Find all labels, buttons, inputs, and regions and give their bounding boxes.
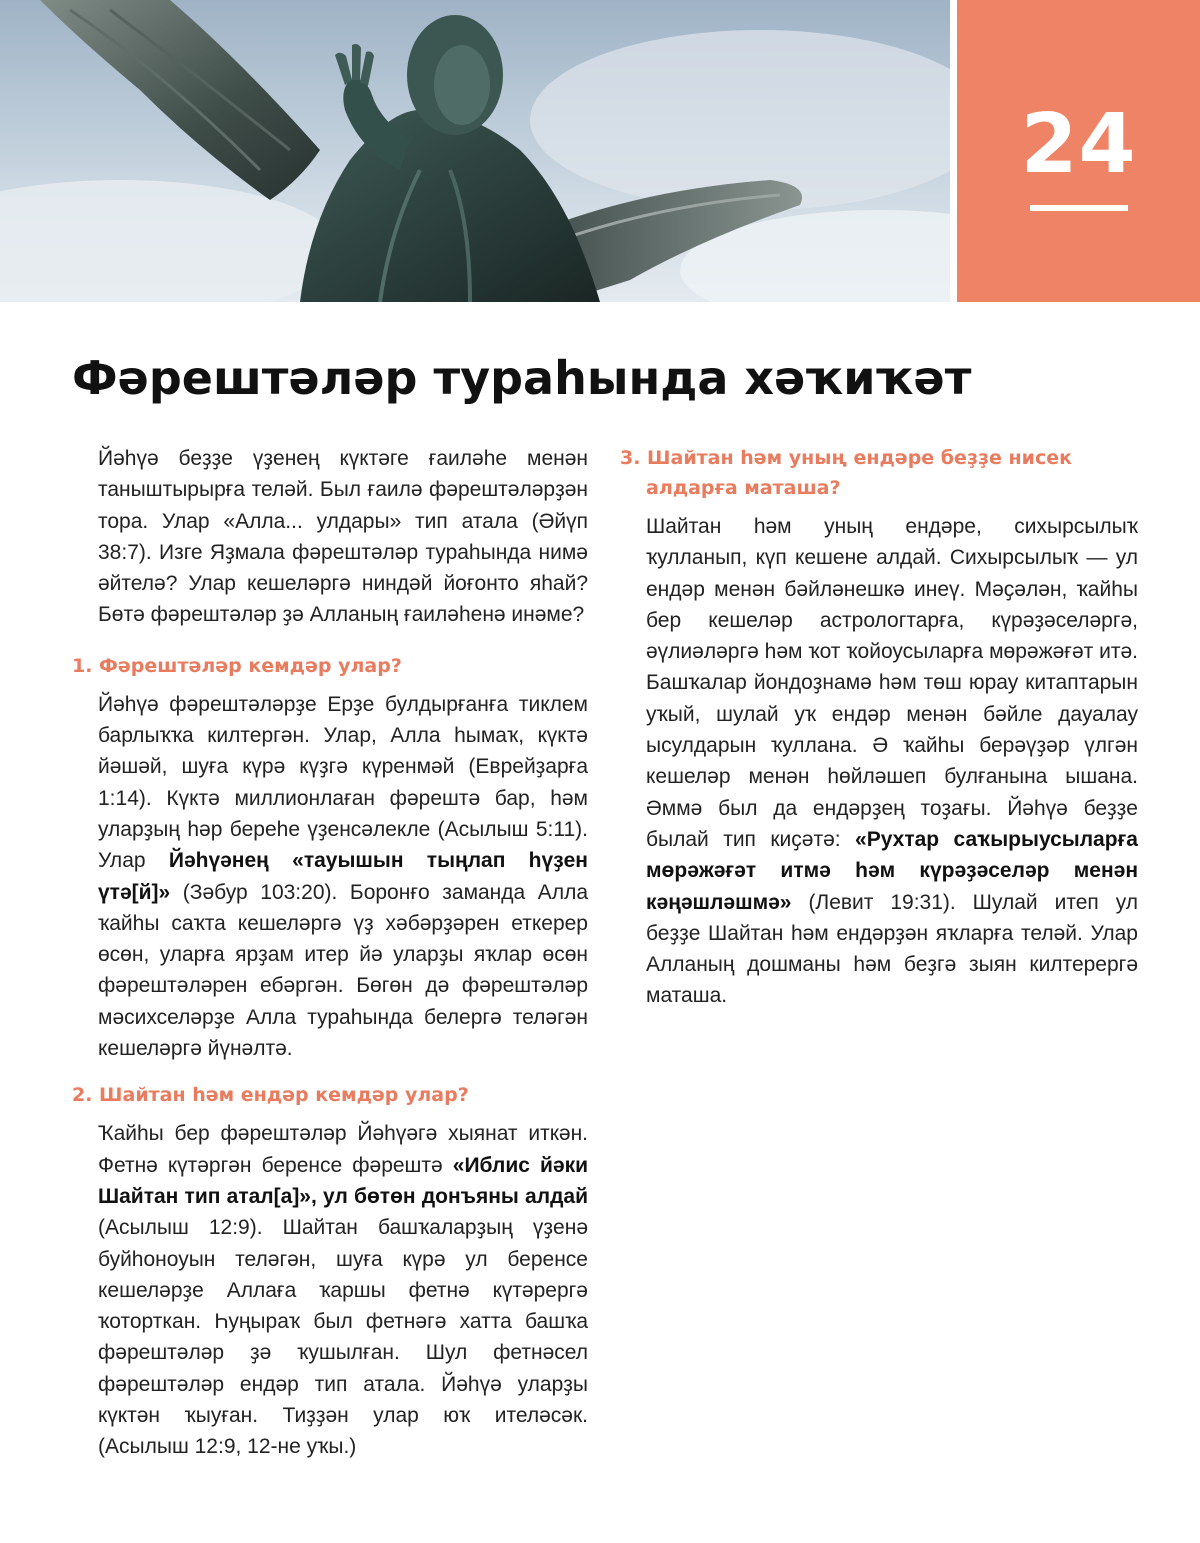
section-heading-2: 2. Шайтан һәм ендәр кемдәр улар? (72, 1084, 469, 1107)
angel-statue-image (0, 0, 950, 302)
section-text: Шайтан һәм уның ендәре, сихырсылыҡ ҡулланып, күп кешене алдай. Сихырсылыҡ — ул ендәр менән бәйләнешкә инеү. Мәҫәлән, ҡайһы бер кешеләр астрологтарға, күрәҙәселәргә, әүлиәләргә һәм ҡот ҡойоусыларға мөрәжәғәт итә. Башҡалар йондоҙнамә һәм төш юрау китаптарын уҡый, шулай уҡ ендәр менән бәйле дауалау ысулдарын ҡуллана. Ә ҡайһы берәүҙәр үлгән кешеләр менән һөйләшеп булғанына ышана. Әммә был да ендәрҙең тоҙағы. Йәһүә беҙҙе былай тип киҫәтә: (646, 515, 1138, 851)
header-photo (0, 0, 950, 302)
left-column (72, 443, 588, 1463)
section-text: Йәһүә фәрештәләрҙе Ерҙе булдырғанға тиклем барлыҡҡа килтергән. Улар, Алла һымаҡ, күктә йәшәй, шуға күрә күҙгә күренмәй (Еврейҙарға 1:14). Күктә миллионлаған фәрештә бар, һәм уларҙың һәр береһе үҙенсәлекле (Асылыш 5:11). Улар (98, 692, 588, 873)
section-text: (Асылыш 12:9). Шайтан башҡаларҙың үҙенә буйһоноуын теләгән, шуға күрә ул беренсе кешеләрҙе Аллаға ҡаршы фетнә күтәрергә ҡоторткан. Һуңыраҡ был фетнәгә хатта башҡа фәрештәләр ҙә ҡушылған. Шул фетнәсел фәрештәләр ендәр тип атала. Йәһүә уларҙы күктән ҡыуған. Тиҙҙән улар юҡ ителәсәк. (Асылыш 12:9, 12-не уҡы.) (98, 1216, 588, 1459)
lesson-badge (957, 0, 1200, 302)
scripture-quote: «Рухтар саҡырыусыларға мөрәжәғәт итмә һәм күрәҙәселәр менән кәңәшләшмә» (646, 827, 1138, 914)
scripture-quote: Йәһүәнең «тауышын тыңлап һүҙен үтә[й]» (98, 849, 588, 904)
section-body-2 (72, 1118, 588, 1462)
section-text: Ҡайһы бер фәрештәләр Йәһүәгә хыянат иткән. Фетнә күтәргән беренсе фәрештә (98, 1122, 588, 1177)
section-text: (Зәбур 103:20). Боронғо заманда Алла ҡайһы саҡта кешеләргә үҙ хәбәрҙәрен еткерер өсөн, уларға ярҙам итер йә уларҙы яҡлар өсөн фәрештәләрен ебәргән. Бөгөн дә фәрештәләр мәсихселәрҙе Алла тураһында белергә теләгән кешеләргә йүнәлтә. (98, 880, 588, 1061)
lesson-number: 24 (1020, 97, 1137, 192)
intro-paragraph: Йәһүә беҙҙе үҙенең күктәге ғаиләһе менән таныштырырға теләй. Был ғаилә фәрештәләрҙән тора. Улар «Алла... улдары» тип атала (Әйүп 38:7). Изге Яҙмала фәрештәләр тураһында нимә әйтелә? Улар кешеләргә ниндәй йоғонто яһай? Бөтә фәрештәләр ҙә Алланың ғаиләһенә инәме? (98, 447, 588, 627)
section-heading-1: 1. Фәрештәләр кемдәр улар? (72, 654, 402, 677)
section-text: (Левит 19:31). Шулай итеп ул беҙҙе Шайтан һәм ендәрҙән яҡларға теләй. Улар Алланың дошманы һәм беҙгә зыян килтерергә маташа. (646, 890, 1138, 1008)
section-body-1 (72, 689, 588, 1065)
scripture-quote: «Иблис йәки Шайтан тип атал[а]», ул бөтөн донъяны алдай (98, 1153, 588, 1208)
right-column (620, 443, 1138, 1012)
page-title: Фәрештәләр тураһында хәҡиҡәт (72, 351, 972, 405)
section-body-3 (620, 511, 1138, 1012)
lesson-number-underline (1030, 205, 1128, 211)
section-heading-3: 3. Шайтан һәм уның ендәре беҙҙе нисек алдарға маташа? (620, 447, 1073, 499)
